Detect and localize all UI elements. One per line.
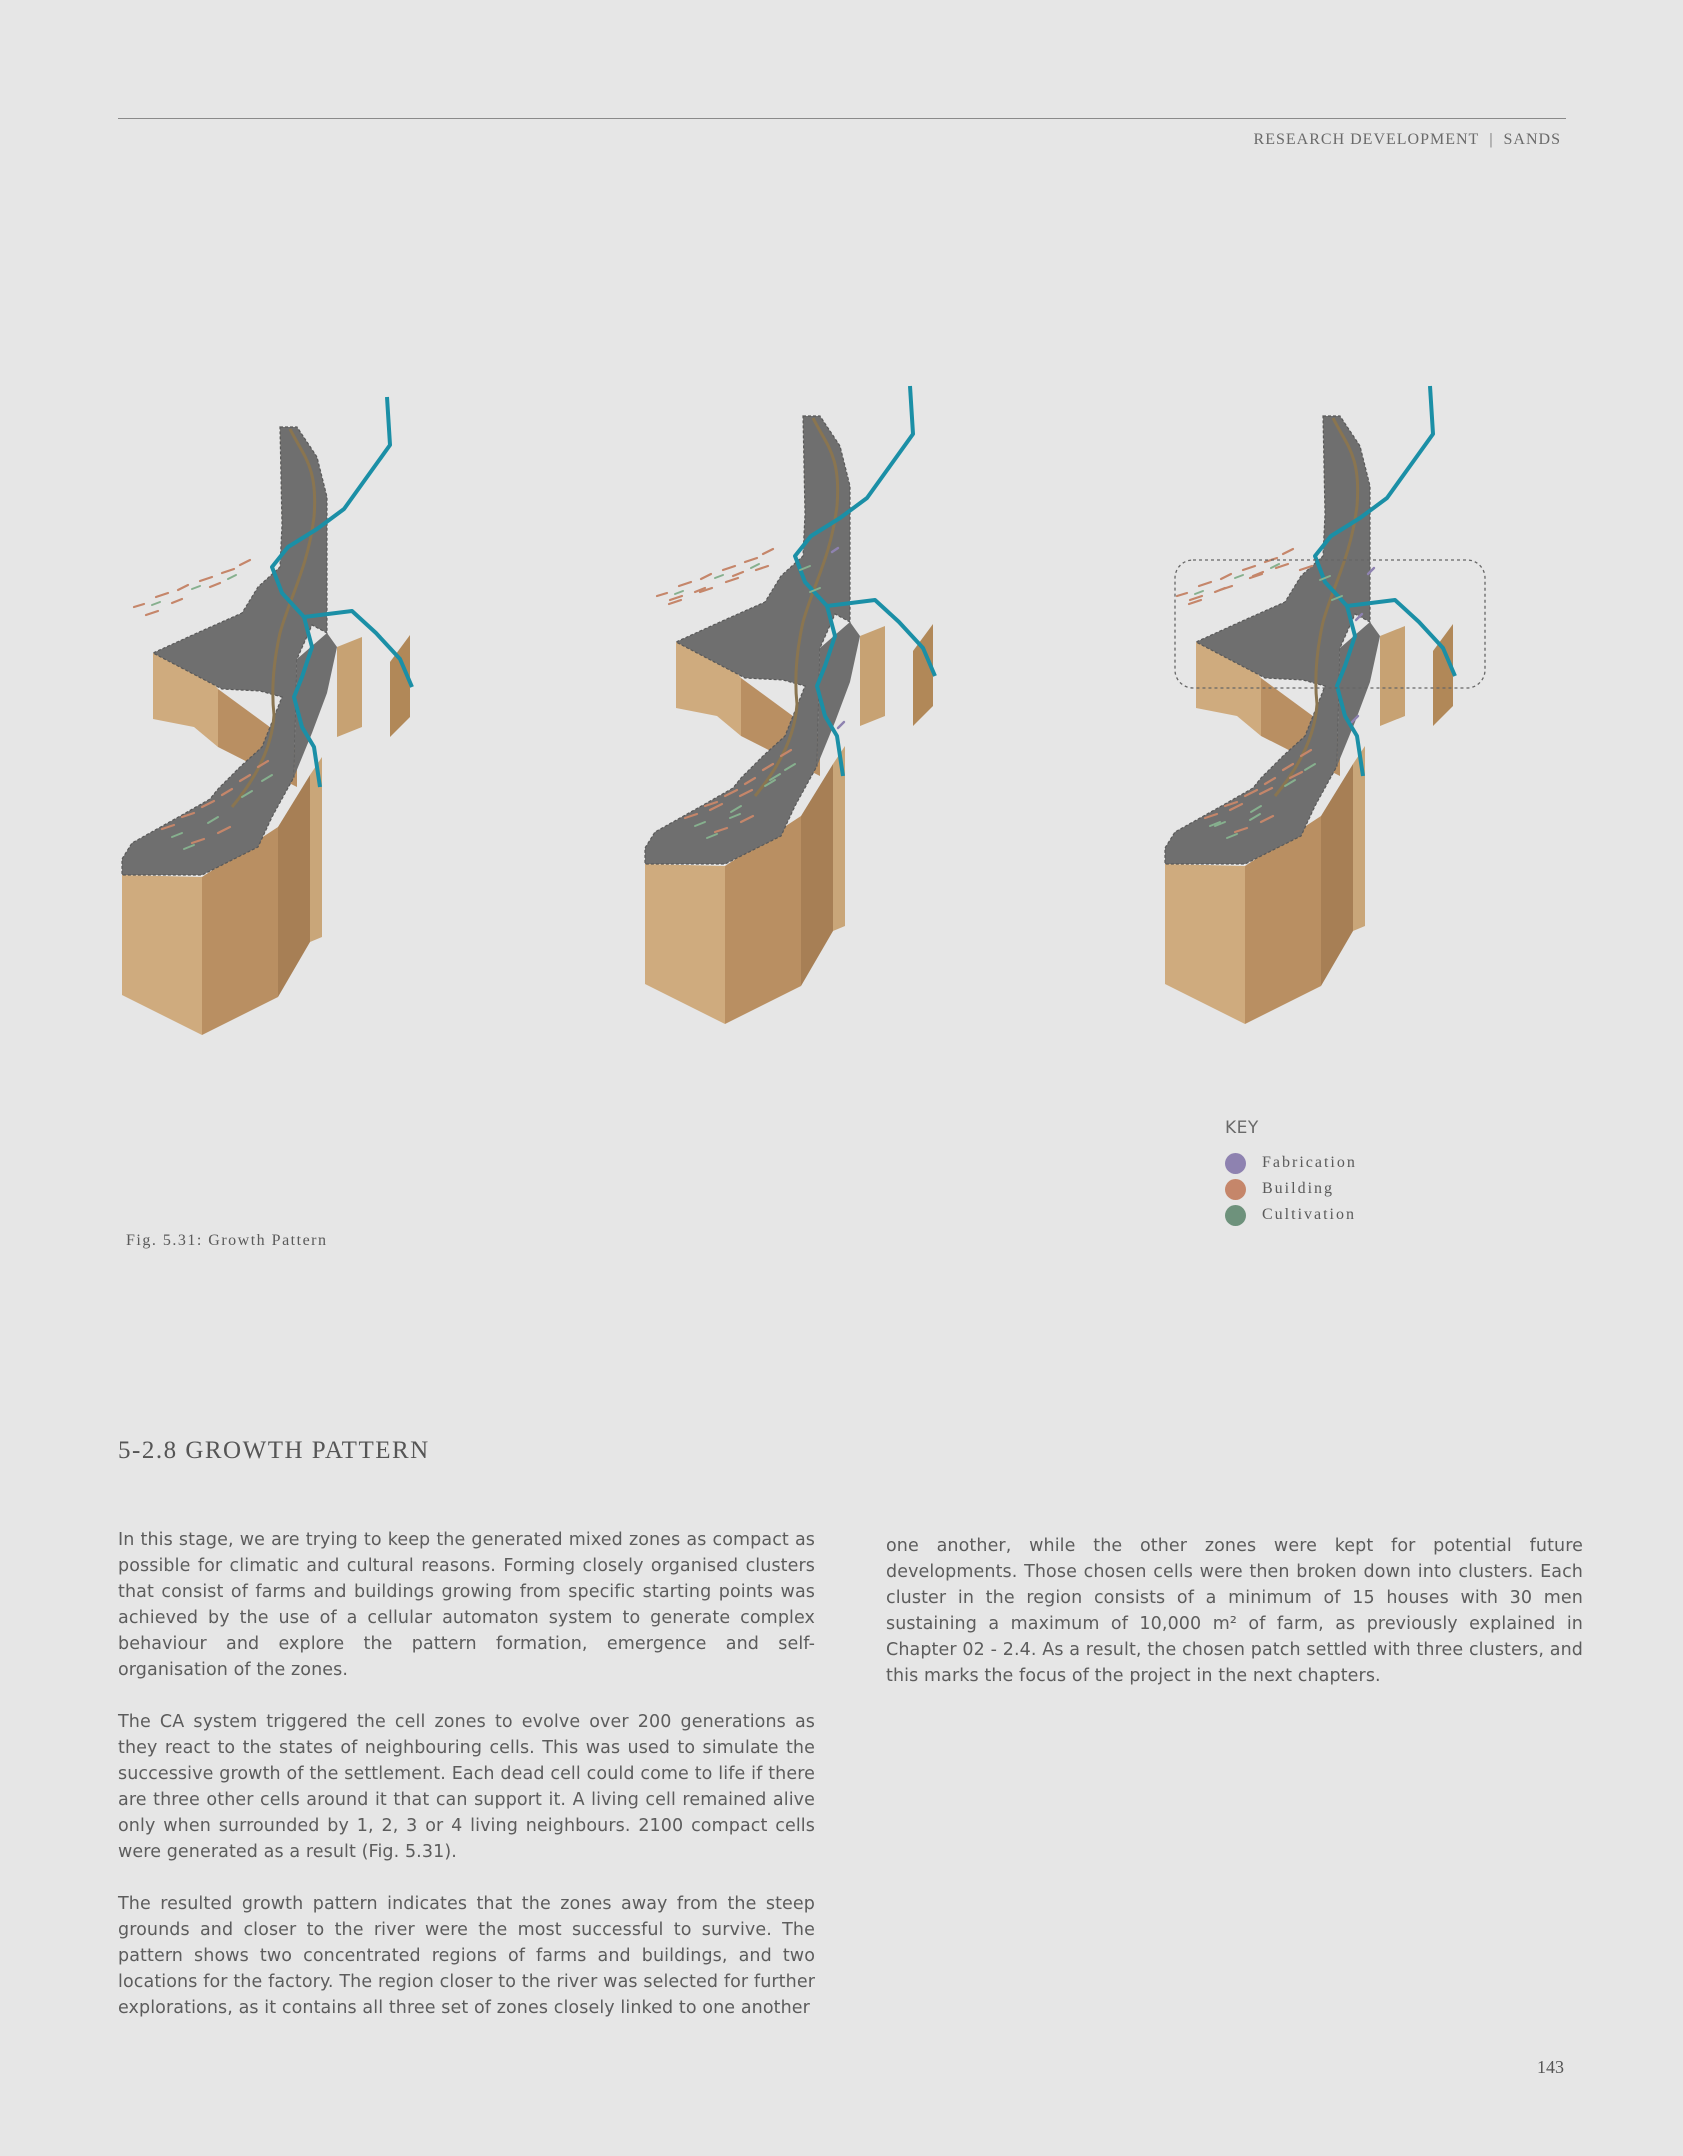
body-paragraph: The resulted growth pattern indicates that the zones away from the steep grounds and closer to the river were the most successful to survive. The pattern shows two concentrated regions of farms and buildings, and two locations for the factory. The region closer to the river was selected for further explorations, as it contains all three set of zones closely linked to one another	[118, 1894, 815, 2018]
legend-item	[1225, 1176, 1357, 1202]
header-separator: |	[1489, 131, 1494, 148]
body-column-left	[118, 1527, 815, 2047]
cultivation-swatch	[1225, 1205, 1246, 1226]
legend-item	[1225, 1202, 1357, 1228]
body-paragraph: one another, while the other zones were kept for potential future developments. Those chosen cells were then broken down into clusters. Each cluster in the region consists of a minimum of 15 houses with 30 men sustaining a maximum of 10,000 m² of farm, as previously explained in Chapter 02 - 2.4. As a result, the chosen patch settled with three clusters, and this marks the focus of the project in the next chapters.	[886, 1536, 1583, 1686]
header-rule	[118, 118, 1566, 119]
header-section: RESEARCH DEVELOPMENT	[1253, 131, 1480, 148]
growth-pattern-figure	[110, 370, 1580, 1040]
legend-item	[1225, 1150, 1357, 1176]
body-paragraph: The CA system triggered the cell zones to evolve over 200 generations as they react to the states of neighbouring cells. This was used to simulate the successive growth of the settlement. Each dead cell could come to life if there are three other cells around it that can support it. A living cell remained alive only when surrounded by 1, 2, 3 or 4 living neighbours. 2100 compact cells were generated as a result (Fig. 5.31).	[118, 1712, 815, 1862]
page-number: 143	[1537, 2057, 1564, 2077]
header-project: SANDS	[1503, 131, 1561, 148]
fabrication-swatch	[1225, 1153, 1246, 1174]
growth-panel-2	[645, 386, 935, 1024]
legend-label: Fabrication	[1262, 1154, 1357, 1171]
body-column-right	[886, 1533, 1583, 1715]
growth-panel-3	[1165, 386, 1455, 1024]
legend-label: Cultivation	[1262, 1206, 1356, 1223]
legend-label: Building	[1262, 1180, 1335, 1197]
growth-panel-1	[122, 397, 412, 1035]
section-title: 5-2.8 GROWTH PATTERN	[118, 1437, 430, 1464]
figure-caption: Fig. 5.31: Growth Pattern	[126, 1232, 328, 1249]
building-swatch	[1225, 1179, 1246, 1200]
body-paragraph: In this stage, we are trying to keep the generated mixed zones as compact as possible for climatic and cultural reasons. Forming closely organised clusters that consist of farms and buildings growing from specific starting points was achieved by the use of a cellular automaton system to generate complex behaviour and explore the pattern formation, emergence and self-organisation of the zones.	[118, 1530, 815, 1680]
running-header	[1254, 131, 1561, 149]
legend-title: KEY	[1225, 1118, 1259, 1138]
legend	[1225, 1118, 1357, 1228]
figure-drawing	[110, 370, 1580, 1040]
